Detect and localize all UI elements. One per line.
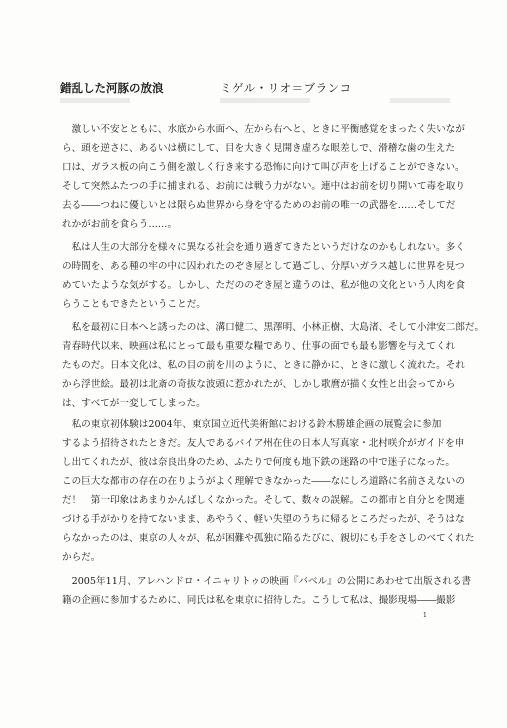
text-line: らなかったのは、東京の人々が、私が困難や孤独に陥るたびに、親切にも手をさしのべてくれた	[62, 533, 475, 544]
text-line: 去る――つねに優しいとは限らぬ世界から身を守るためのお前の唯一の武器を……そしてだ	[62, 200, 456, 211]
text-line: の時間を、ある種の牢の中に囚われたのぞき屋として過ごし、分厚いガラス越しに世界を見つ	[62, 261, 465, 272]
paragraph-1	[62, 120, 465, 234]
text-line: 2005年11月、アレハンドロ・イニャリトゥの映画『バベル』の公開にあわせて出版される書	[62, 576, 472, 587]
page-number: 1	[423, 612, 427, 619]
text-line: し出てくれたが、彼は奈良出身のため、ふたりで何度も地下鉄の迷路の中で迷子になった。	[62, 457, 455, 468]
paragraph-5	[62, 572, 472, 610]
text-line: たものだ。日本文化は、私の目の前を川のように、ときに静かに、ときに激しく流れた。それ	[62, 360, 465, 371]
text-line: ら、頭を逆さに、あるいは横にして、目を大きく見開き虚ろな眼差しで、滑稽な歯の生えた	[62, 143, 455, 154]
paragraph-4	[62, 415, 475, 567]
text-line: から浮世絵。最初は北斎の奇抜な波頭に惹かれたが、しかし歌麿が描く女性と出会ってから	[62, 379, 456, 390]
bleed-through-text	[60, 96, 460, 106]
text-line: だ！ 第一印象はあまりかんばしくなかった。そして、数々の誤解。この都市と自分とを関連	[62, 495, 465, 506]
text-line: からだ。	[62, 552, 101, 563]
text-line: 青春時代以来、映画は私にとって最も重要な糧であり、仕事の面でも最も影響を与えてくれ	[62, 341, 456, 352]
article-header	[60, 80, 460, 96]
text-line: 私の東京初体験は2004年、東京国立近代美術館における鈴木勝雄企画の展覧会に参加	[62, 419, 442, 430]
paragraph-3	[62, 318, 485, 413]
text-line: この巨大な都市の存在の在りようがよく理解できなかった――なにしろ道路に名前さえないの	[62, 476, 465, 487]
author-name: ミゲル・リオ＝ブランコ	[220, 81, 352, 95]
paragraph-2	[62, 238, 465, 314]
text-line: めていたような気がする。しかし、ただののぞき屋と違うのは、私が他の文化という人肉を食	[62, 280, 465, 291]
text-line: れかがお前を食らう……。	[62, 219, 178, 230]
text-line: らうこともできたということだ。	[62, 299, 206, 310]
text-line: 私は人生の大部分を様々に異なる社会を通り過ぎてきたというだけなのかもしれない。多く	[62, 242, 465, 253]
text-line: 籍の企画に参加するために、同氏は私を東京に招待した。こうして私は、撮影現場――撮影	[62, 595, 456, 606]
text-line: 激しい不安とともに、水底から水面へ、左から右へと、ときに平衡感覚をまったく失いなが	[62, 124, 465, 135]
text-line: そして突然ふたつの手に捕まれる、お前には戦う力がない。連中はお前を切り開いて毒を取り	[62, 181, 465, 192]
text-line: は、すべてが一変してしまった。	[62, 398, 206, 409]
text-line: づける手がかりを持てないまま、あやうく、軽い失望のうちに帰るところだったが、そうはな	[62, 514, 465, 525]
text-line: 口は、ガラス板の向こう側を激しく行き来する恐怖に向けて叫び声を上げることができない。	[62, 162, 465, 173]
article-title: 錯乱した河豚の放浪	[60, 81, 164, 95]
text-line: するよう招待されたときだ。友人であるバイア州在住の日本人写真家・北村咲介がガイドを申	[62, 438, 465, 449]
text-line: 私を最初に日本へと誘ったのは、溝口健二、黒澤明、小林正樹、大島渚、そして小津安二郎だ。	[62, 322, 485, 333]
